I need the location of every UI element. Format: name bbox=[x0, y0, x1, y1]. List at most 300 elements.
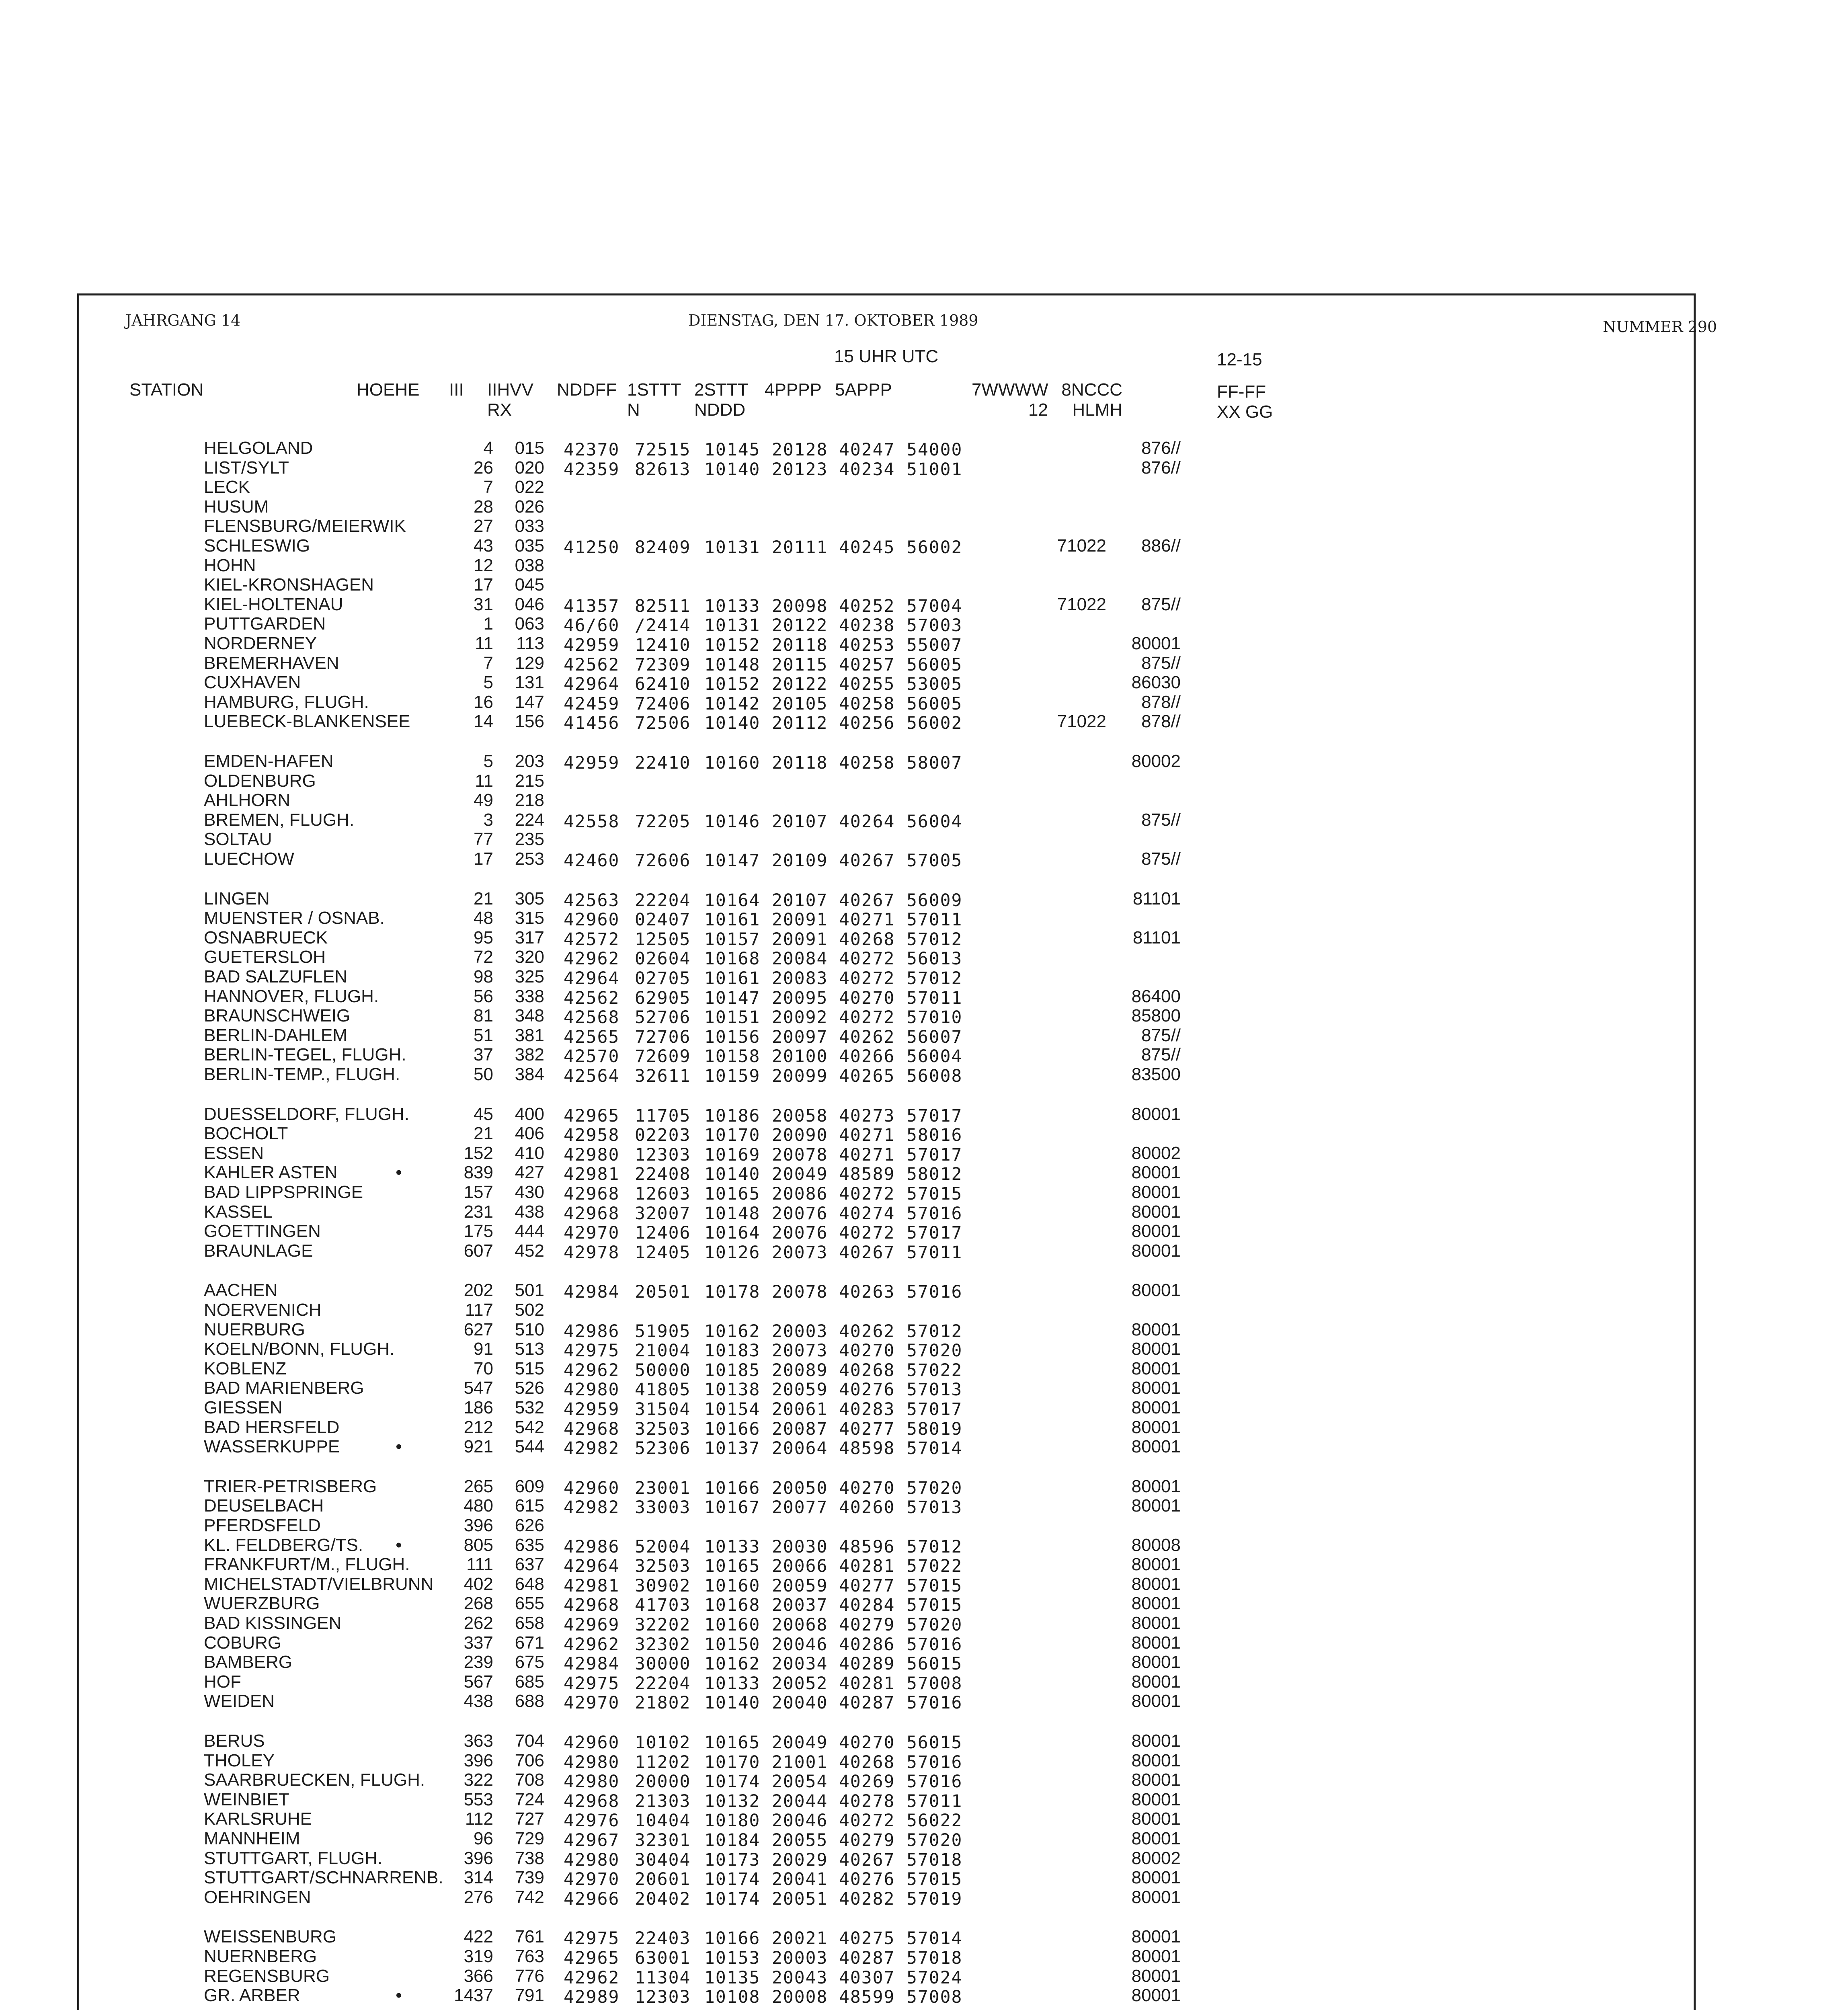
station-name: BAD HERSFELD bbox=[204, 1417, 340, 1437]
cloud-group: 80002 bbox=[1131, 751, 1181, 771]
obs-group-4: 20008 bbox=[772, 1987, 828, 2008]
station-height: 1 bbox=[483, 614, 493, 634]
station-name: PUTTGARDEN bbox=[204, 614, 326, 634]
obs-group-2: 32503 bbox=[635, 1419, 691, 1439]
station-height: 14 bbox=[474, 712, 493, 732]
obs-group-1: 42962 bbox=[564, 1360, 620, 1380]
obs-group-2: 33003 bbox=[635, 1497, 691, 1518]
obs-group-2: 22204 bbox=[635, 890, 691, 911]
cloud-group: 80008 bbox=[1131, 1535, 1181, 1555]
obs-group-6: 57015 bbox=[907, 1595, 963, 1616]
obs-group-5: 40270 bbox=[839, 1478, 895, 1498]
obs-group-6: 57016 bbox=[907, 1693, 963, 1713]
col-ww bbox=[972, 380, 1048, 420]
station-name: SAARBRUECKEN, FLUGH. bbox=[204, 1770, 425, 1790]
obs-group-4: 20061 bbox=[772, 1399, 828, 1419]
obs-group-2: 82409 bbox=[635, 537, 691, 558]
obs-group-2: 32503 bbox=[635, 1556, 691, 1577]
obs-group-3: 10147 bbox=[704, 988, 761, 1008]
obs-group-1: 42980 bbox=[564, 1144, 620, 1165]
station-height: 567 bbox=[464, 1672, 493, 1692]
obs-group-5: 40270 bbox=[839, 1733, 895, 1753]
obs-group-3: 10137 bbox=[704, 1438, 761, 1459]
obs-group-4: 20112 bbox=[772, 713, 828, 734]
obs-group-1: 42981 bbox=[564, 1164, 620, 1185]
obs-group-4: 20105 bbox=[772, 693, 828, 714]
station-name: HUSUM bbox=[204, 496, 269, 517]
cloud-group: 80001 bbox=[1131, 1731, 1181, 1751]
col-ff bbox=[1217, 382, 1273, 422]
station-name: OLDENBURG bbox=[204, 771, 316, 791]
station-height: 337 bbox=[464, 1633, 493, 1653]
col-nc-line1: 8NCCC bbox=[1061, 380, 1122, 400]
obs-group-1: 42964 bbox=[564, 1556, 620, 1577]
station-index: 382 bbox=[515, 1045, 544, 1065]
obs-group-3: 10148 bbox=[704, 1203, 761, 1224]
cloud-group: 80001 bbox=[1131, 1496, 1181, 1516]
station-height: 152 bbox=[464, 1143, 493, 1163]
station-height: 31 bbox=[474, 594, 493, 614]
obs-group-2: 11202 bbox=[635, 1752, 691, 1772]
obs-group-5: 40258 bbox=[839, 753, 895, 773]
obs-group-6: 57008 bbox=[907, 1987, 963, 2008]
obs-group-6: 57012 bbox=[907, 929, 963, 950]
obs-group-5: 40247 bbox=[839, 440, 895, 460]
station-height: 607 bbox=[464, 1241, 493, 1261]
obs-group-5: 40284 bbox=[839, 1595, 895, 1616]
obs-group-2: /2414 bbox=[635, 615, 691, 636]
obs-group-4: 20100 bbox=[772, 1046, 828, 1067]
station-name: KARLSRUHE bbox=[204, 1809, 312, 1829]
obs-group-2: 22410 bbox=[635, 753, 691, 773]
obs-group-5: 40257 bbox=[839, 654, 895, 675]
obs-group-2: 51905 bbox=[635, 1321, 691, 1341]
station-name: FRANKFURT/M., FLUGH. bbox=[204, 1555, 410, 1575]
station-name: FLENSBURG/MEIERWIK bbox=[204, 516, 406, 536]
station-name: BAMBERG bbox=[204, 1652, 293, 1672]
obs-group-4: 20090 bbox=[772, 1125, 828, 1146]
obs-group-1: 42980 bbox=[564, 1752, 620, 1772]
station-height: 17 bbox=[474, 575, 493, 595]
station-name: HOF bbox=[204, 1672, 241, 1692]
obs-group-2: 30404 bbox=[635, 1850, 691, 1870]
station-index: 147 bbox=[515, 692, 544, 712]
obs-group-1: 42962 bbox=[564, 949, 620, 969]
obs-group-2: 11304 bbox=[635, 1967, 691, 1988]
obs-group-2: 52004 bbox=[635, 1536, 691, 1557]
obs-group-4: 20046 bbox=[772, 1634, 828, 1655]
obs-group-5: 48596 bbox=[839, 1536, 895, 1557]
obs-group-4: 20054 bbox=[772, 1772, 828, 1792]
col-station: STATION bbox=[129, 380, 204, 400]
volume-label: JAHRGANG 14 bbox=[125, 312, 241, 329]
cloud-group: 80001 bbox=[1131, 634, 1181, 653]
obs-group-4: 20091 bbox=[772, 910, 828, 930]
station-height: 50 bbox=[474, 1064, 493, 1084]
obs-group-1: 42565 bbox=[564, 1027, 620, 1047]
station-height: 81 bbox=[474, 1006, 493, 1026]
obs-group-3: 10148 bbox=[704, 654, 761, 675]
obs-group-2: 12603 bbox=[635, 1184, 691, 1204]
obs-group-6: 57018 bbox=[907, 1850, 963, 1870]
station-name: AACHEN bbox=[204, 1280, 278, 1300]
obs-group-5: 40282 bbox=[839, 1889, 895, 1909]
obs-group-6: 57020 bbox=[907, 1615, 963, 1635]
station-index: 526 bbox=[515, 1378, 544, 1398]
obs-group-1: 41250 bbox=[564, 537, 620, 558]
station-index: 215 bbox=[515, 771, 544, 791]
obs-group-2: 82511 bbox=[635, 596, 691, 616]
obs-group-6: 57013 bbox=[907, 1497, 963, 1518]
station-name: HAMBURG, FLUGH. bbox=[204, 692, 369, 712]
obs-group-4: 20109 bbox=[772, 851, 828, 871]
station-name: GUETERSLOH bbox=[204, 947, 326, 967]
station-name: DUESSELDORF, FLUGH. bbox=[204, 1104, 409, 1124]
station-height: 553 bbox=[464, 1789, 493, 1809]
obs-group-4: 20058 bbox=[772, 1106, 828, 1126]
obs-group-1: 42563 bbox=[564, 890, 620, 911]
station-height: 7 bbox=[483, 653, 493, 673]
station-index: 706 bbox=[515, 1750, 544, 1770]
station-index: 224 bbox=[515, 810, 544, 830]
station-name: STUTTGART/SCHNARRENB. bbox=[204, 1868, 443, 1888]
station-name: BRAUNSCHWEIG bbox=[204, 1006, 351, 1026]
station-name: DEUSELBACH bbox=[204, 1496, 324, 1516]
station-name: PFERDSFELD bbox=[204, 1516, 321, 1535]
cloud-group: 80001 bbox=[1131, 1398, 1181, 1417]
obs-group-2: 22204 bbox=[635, 1673, 691, 1694]
station-height: 111 bbox=[466, 1555, 493, 1575]
obs-group-5: 40272 bbox=[839, 1223, 895, 1243]
station-height: 202 bbox=[464, 1280, 493, 1300]
obs-group-1: 42975 bbox=[564, 1673, 620, 1694]
station-index: 045 bbox=[515, 575, 544, 595]
station-height: 314 bbox=[464, 1868, 493, 1888]
obs-group-6: 57013 bbox=[907, 1380, 963, 1400]
obs-group-4: 20030 bbox=[772, 1536, 828, 1557]
obs-group-2: 32302 bbox=[635, 1634, 691, 1655]
station-name: BERUS bbox=[204, 1731, 265, 1751]
obs-group-2: 21303 bbox=[635, 1791, 691, 1811]
obs-group-5: 40307 bbox=[839, 1967, 895, 1988]
station-height: 480 bbox=[464, 1496, 493, 1516]
obs-group-4: 20066 bbox=[772, 1556, 828, 1577]
obs-group-1: 46/60 bbox=[564, 615, 620, 636]
obs-group-2: 62905 bbox=[635, 988, 691, 1008]
obs-group-5: 40258 bbox=[839, 693, 895, 714]
col-nc bbox=[1052, 380, 1122, 420]
col-g4 bbox=[694, 380, 748, 420]
obs-group-1: 42967 bbox=[564, 1830, 620, 1850]
cloud-group: 80002 bbox=[1131, 1143, 1181, 1163]
cloud-group: 80001 bbox=[1131, 1770, 1181, 1790]
station-index: 675 bbox=[515, 1652, 544, 1672]
obs-group-1: 42986 bbox=[564, 1536, 620, 1557]
station-index: 430 bbox=[515, 1182, 544, 1202]
obs-group-2: 21802 bbox=[635, 1693, 691, 1713]
cloud-group: 80001 bbox=[1131, 1672, 1181, 1692]
obs-group-5: 40286 bbox=[839, 1634, 895, 1655]
station-height: 4 bbox=[483, 438, 493, 458]
obs-group-3: 10174 bbox=[704, 1889, 761, 1909]
col-g3-line1: 1STTT bbox=[627, 380, 681, 400]
obs-group-2: 52306 bbox=[635, 1438, 691, 1459]
cloud-group: 85800 bbox=[1131, 1006, 1181, 1026]
obs-group-1: 42982 bbox=[564, 1497, 620, 1518]
obs-group-1: 42968 bbox=[564, 1203, 620, 1224]
obs-group-1: 42982 bbox=[564, 1438, 620, 1459]
station-name: MUENSTER / OSNAB. bbox=[204, 908, 385, 928]
cloud-group: 80001 bbox=[1131, 1966, 1181, 1986]
obs-group-5: 48599 bbox=[839, 1987, 895, 2008]
obs-group-6: 57017 bbox=[907, 1106, 963, 1126]
station-index: 742 bbox=[515, 1887, 544, 1907]
station-name: BOCHOLT bbox=[204, 1124, 288, 1144]
obs-group-1: 42980 bbox=[564, 1850, 620, 1870]
cloud-group: 80001 bbox=[1131, 1476, 1181, 1496]
obs-group-2: 32301 bbox=[635, 1830, 691, 1850]
obs-group-6: 57016 bbox=[907, 1282, 963, 1302]
obs-group-6: 57020 bbox=[907, 1478, 963, 1498]
station-index: 609 bbox=[515, 1476, 544, 1496]
obs-group-2: 02604 bbox=[635, 949, 691, 969]
station-name: LIST/SYLT bbox=[204, 457, 289, 478]
station-index: 738 bbox=[515, 1848, 544, 1868]
cloud-group: 80001 bbox=[1131, 1750, 1181, 1770]
obs-group-5: 40238 bbox=[839, 615, 895, 636]
obs-group-1: 42570 bbox=[564, 1046, 620, 1067]
obs-group-4: 20087 bbox=[772, 1419, 828, 1439]
cloud-group: 80001 bbox=[1131, 1378, 1181, 1398]
station-index: 776 bbox=[515, 1966, 544, 1986]
station-index: 315 bbox=[515, 908, 544, 928]
cloud-group: 80001 bbox=[1131, 1202, 1181, 1222]
obs-group-1: 42978 bbox=[564, 1242, 620, 1263]
station-index: 410 bbox=[515, 1143, 544, 1163]
station-name: WUERZBURG bbox=[204, 1594, 320, 1614]
obs-group-3: 10168 bbox=[704, 1595, 761, 1616]
obs-group-1: 42558 bbox=[564, 811, 620, 832]
obs-group-3: 10131 bbox=[704, 615, 761, 636]
station-height: 72 bbox=[474, 947, 493, 967]
obs-group-4: 21001 bbox=[772, 1752, 828, 1772]
obs-group-6: 57020 bbox=[907, 1341, 963, 1361]
obs-group-3: 10180 bbox=[704, 1811, 761, 1831]
cloud-group: 80001 bbox=[1131, 1652, 1181, 1672]
station-height: 276 bbox=[464, 1887, 493, 1907]
obs-group-4: 20128 bbox=[772, 440, 828, 460]
obs-group-6: 57017 bbox=[907, 1144, 963, 1165]
station-index: 515 bbox=[515, 1358, 544, 1378]
station-name: TRIER-PETRISBERG bbox=[204, 1476, 377, 1496]
obs-group-3: 10169 bbox=[704, 1144, 761, 1165]
station-index: 438 bbox=[515, 1202, 544, 1222]
col-g1-line2: RX bbox=[487, 400, 512, 420]
cloud-group: 80001 bbox=[1131, 1927, 1181, 1947]
obs-group-6: 56005 bbox=[907, 654, 963, 675]
obs-group-3: 10184 bbox=[704, 1830, 761, 1850]
obs-group-5: 40274 bbox=[839, 1203, 895, 1224]
obs-group-1: 42965 bbox=[564, 1948, 620, 1968]
obs-group-6: 57008 bbox=[907, 1673, 963, 1694]
weather-group: 71022 bbox=[1057, 536, 1106, 556]
cloud-group: 83500 bbox=[1131, 1064, 1181, 1084]
station-index: 131 bbox=[515, 673, 544, 693]
obs-group-4: 20068 bbox=[772, 1615, 828, 1635]
obs-group-5: 40279 bbox=[839, 1830, 895, 1850]
station-height: 21 bbox=[474, 888, 493, 909]
station-height: 51 bbox=[474, 1025, 493, 1045]
obs-group-6: 57010 bbox=[907, 1007, 963, 1028]
obs-group-6: 57004 bbox=[907, 596, 963, 616]
obs-group-3: 10165 bbox=[704, 1556, 761, 1577]
station-name: LINGEN bbox=[204, 888, 270, 909]
obs-group-3: 10170 bbox=[704, 1125, 761, 1146]
obs-group-6: 57024 bbox=[907, 1967, 963, 1988]
obs-group-6: 56015 bbox=[907, 1654, 963, 1674]
station-height: 157 bbox=[464, 1182, 493, 1202]
obs-group-6: 57022 bbox=[907, 1556, 963, 1577]
cloud-group: 80001 bbox=[1131, 1555, 1181, 1575]
obs-group-2: 23001 bbox=[635, 1478, 691, 1498]
station-name: COBURG bbox=[204, 1633, 282, 1653]
col-g1 bbox=[487, 380, 533, 420]
obs-group-1: 42958 bbox=[564, 1125, 620, 1146]
obs-group-3: 10174 bbox=[704, 1869, 761, 1890]
station-index: 063 bbox=[515, 614, 544, 634]
station-height: 26 bbox=[474, 457, 493, 478]
obs-group-2: 02203 bbox=[635, 1125, 691, 1146]
mountain-station-marker: • bbox=[396, 1985, 402, 2006]
obs-group-5: 40268 bbox=[839, 929, 895, 950]
obs-group-1: 42562 bbox=[564, 988, 620, 1008]
obs-group-5: 40277 bbox=[839, 1575, 895, 1596]
obs-group-1: 42965 bbox=[564, 1106, 620, 1126]
obs-group-6: 56022 bbox=[907, 1811, 963, 1831]
station-index: 038 bbox=[515, 555, 544, 575]
obs-group-3: 10156 bbox=[704, 1027, 761, 1047]
cloud-group: 80001 bbox=[1131, 1868, 1181, 1888]
obs-group-5: 40268 bbox=[839, 1752, 895, 1772]
station-height: 117 bbox=[465, 1300, 493, 1320]
obs-group-1: 42975 bbox=[564, 1341, 620, 1361]
obs-group-2: 10102 bbox=[635, 1733, 691, 1753]
obs-group-4: 20123 bbox=[772, 459, 828, 480]
obs-group-4: 20029 bbox=[772, 1850, 828, 1870]
obs-group-5: 40269 bbox=[839, 1772, 895, 1792]
issue-number: NUMMER 290 bbox=[1603, 318, 1717, 336]
obs-group-1: 42970 bbox=[564, 1693, 620, 1713]
obs-group-2: 12303 bbox=[635, 1144, 691, 1165]
obs-group-5: 40262 bbox=[839, 1321, 895, 1341]
obs-group-2: 72309 bbox=[635, 654, 691, 675]
obs-group-6: 57016 bbox=[907, 1634, 963, 1655]
station-index: 400 bbox=[515, 1104, 544, 1124]
station-index: 156 bbox=[515, 712, 544, 732]
obs-group-1: 42970 bbox=[564, 1223, 620, 1243]
obs-group-4: 20076 bbox=[772, 1203, 828, 1224]
obs-group-6: 58016 bbox=[907, 1125, 963, 1146]
cloud-group: 80001 bbox=[1131, 1946, 1181, 1966]
obs-group-1: 42966 bbox=[564, 1889, 620, 1909]
obs-group-3: 10133 bbox=[704, 1536, 761, 1557]
obs-group-3: 10162 bbox=[704, 1654, 761, 1674]
station-index: 510 bbox=[515, 1319, 544, 1339]
obs-group-4: 20095 bbox=[772, 988, 828, 1008]
obs-group-3: 10147 bbox=[704, 851, 761, 871]
obs-group-3: 10168 bbox=[704, 949, 761, 969]
station-name: BREMERHAVEN bbox=[204, 653, 339, 673]
obs-group-5: 48589 bbox=[839, 1164, 895, 1185]
obs-group-3: 10160 bbox=[704, 1575, 761, 1596]
obs-group-2: 12410 bbox=[635, 635, 691, 655]
station-name: STUTTGART, FLUGH. bbox=[204, 1848, 383, 1868]
station-name: LECK bbox=[204, 477, 250, 497]
obs-group-1: 42968 bbox=[564, 1419, 620, 1439]
cloud-group: 886// bbox=[1141, 536, 1181, 556]
obs-group-3: 10153 bbox=[704, 1948, 761, 1968]
station-height: 95 bbox=[474, 927, 493, 948]
cloud-group: 875// bbox=[1141, 594, 1181, 614]
station-name: GOETTINGEN bbox=[204, 1221, 321, 1241]
obs-group-2: 30000 bbox=[635, 1654, 691, 1674]
obs-group-3: 10140 bbox=[704, 1164, 761, 1185]
obs-group-5: 40281 bbox=[839, 1673, 895, 1694]
col-g1-line1: IIHVV bbox=[487, 380, 533, 400]
station-name: HOHN bbox=[204, 555, 256, 575]
station-name: GIESSEN bbox=[204, 1398, 283, 1417]
obs-group-3: 10140 bbox=[704, 459, 761, 480]
station-height: 70 bbox=[474, 1358, 493, 1378]
obs-group-3: 10159 bbox=[704, 1066, 761, 1086]
obs-group-6: 57011 bbox=[907, 1791, 963, 1811]
cloud-group: 875// bbox=[1141, 849, 1181, 869]
obs-group-3: 10173 bbox=[704, 1850, 761, 1870]
col-g5: 4PPPP bbox=[765, 380, 822, 400]
station-height: 91 bbox=[474, 1339, 493, 1359]
station-height: 839 bbox=[464, 1163, 493, 1183]
obs-group-6: 57016 bbox=[907, 1772, 963, 1792]
obs-group-3: 10161 bbox=[704, 968, 761, 989]
station-index: 348 bbox=[515, 1006, 544, 1026]
col-g3 bbox=[627, 380, 681, 420]
obs-group-5: 40276 bbox=[839, 1380, 895, 1400]
obs-group-3: 10167 bbox=[704, 1497, 761, 1518]
station-index: 658 bbox=[515, 1613, 544, 1633]
obs-group-1: 42980 bbox=[564, 1380, 620, 1400]
station-index: 671 bbox=[515, 1633, 544, 1653]
obs-group-4: 20086 bbox=[772, 1184, 828, 1204]
obs-group-1: 41456 bbox=[564, 713, 620, 734]
obs-group-5: 40255 bbox=[839, 674, 895, 695]
obs-group-2: 30902 bbox=[635, 1575, 691, 1596]
obs-group-6: 57011 bbox=[907, 1242, 963, 1263]
station-height: 98 bbox=[474, 967, 493, 987]
station-index: 317 bbox=[515, 927, 544, 948]
obs-group-5: 40270 bbox=[839, 988, 895, 1008]
obs-group-3: 10178 bbox=[704, 1282, 761, 1302]
obs-group-5: 48598 bbox=[839, 1438, 895, 1459]
obs-group-3: 10183 bbox=[704, 1341, 761, 1361]
obs-group-4: 20077 bbox=[772, 1497, 828, 1518]
obs-group-4: 20122 bbox=[772, 615, 828, 636]
obs-group-6: 56004 bbox=[907, 1046, 963, 1067]
obs-group-6: 57012 bbox=[907, 1536, 963, 1557]
obs-group-6: 57016 bbox=[907, 1752, 963, 1772]
station-index: 544 bbox=[515, 1437, 544, 1457]
station-name: BAD SALZUFLEN bbox=[204, 967, 347, 987]
station-height: 422 bbox=[464, 1927, 493, 1947]
